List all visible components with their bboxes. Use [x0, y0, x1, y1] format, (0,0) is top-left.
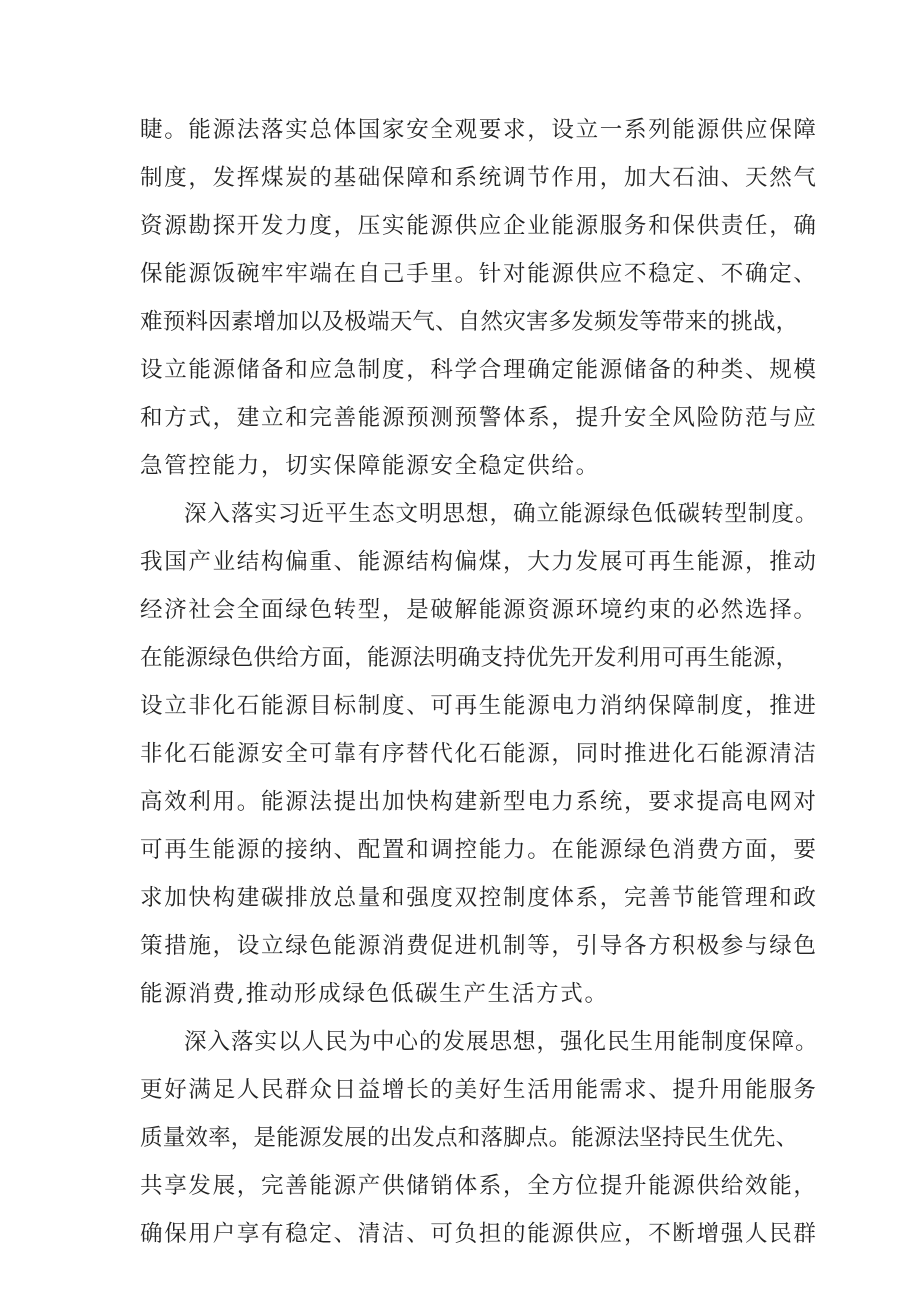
text-line: 高效利用。能源法提出加快构建新型电力系统，要求提高电网对 [140, 789, 818, 815]
text-line: 制度，发挥煤炭的基础保障和系统调节作用，加大石油、天然气 [140, 165, 818, 191]
text-line: 和方式，建立和完善能源预测预警体系，提升安全风险防范与应 [140, 405, 818, 431]
text-line: 急管控能力，切实保障能源安全稳定供给。 [140, 453, 600, 479]
text-line: 资源勘探开发力度，压实能源供应企业能源服务和保供责任，确 [140, 213, 818, 239]
text-line: 共享发展，完善能源产供储销体系，全方位提升能源供给效能， [140, 1173, 818, 1199]
text-line: 在能源绿色供给方面，能源法明确支持优先开发利用可再生能源， [140, 645, 799, 671]
text-line: 设立非化石能源目标制度、可再生能源电力消纳保障制度，推进 [140, 693, 818, 719]
text-line: 难预料因素增加以及极端天气、自然灾害多发频发等带来的挑战， [140, 309, 799, 335]
text-line: 我国产业结构偏重、能源结构偏煤，大力发展可再生能源，推动 [140, 549, 818, 575]
paragraph-start-line: 深入落实习近平生态文明思想，确立能源绿色低碳转型制度。 [184, 501, 819, 527]
text-line: 更好满足人民群众日益增长的美好生活用能需求、提升用能服务 [140, 1077, 818, 1103]
text-line: 经济社会全面绿色转型，是破解能源资源环境约束的必然选择。 [140, 597, 818, 623]
text-line: 确保用户享有稳定、清洁、可负担的能源供应，不断增强人民群 [140, 1221, 818, 1247]
document-body [140, 106, 819, 1258]
text-line: 设立能源储备和应急制度，科学合理确定能源储备的种类、规模 [140, 357, 818, 383]
text-line: 策措施，设立绿色能源消费促进机制等，引导各方积极参与绿色 [140, 933, 818, 959]
text-line: 非化石能源安全可靠有序替代化石能源，同时推进化石能源清洁 [140, 741, 818, 767]
text-line: 睫。能源法落实总体国家安全观要求，设立一系列能源供应保障 [140, 117, 818, 143]
text-line: 质量效率，是能源发展的出发点和落脚点。能源法坚持民生优先、 [140, 1125, 799, 1151]
text-line: 能源消费,推动形成绿色低碳生产生活方式。 [140, 981, 609, 1007]
text-line: 保能源饭碗牢牢端在自己手里。针对能源供应不稳定、不确定、 [140, 261, 818, 287]
text-line: 求加快构建碳排放总量和强度双控制度体系，完善节能管理和政 [140, 885, 818, 911]
text-line: 可再生能源的接纳、配置和调控能力。在能源绿色消费方面，要 [140, 837, 818, 863]
paragraph-start-line: 深入落实以人民为中心的发展思想，强化民生用能制度保障。 [184, 1029, 819, 1055]
